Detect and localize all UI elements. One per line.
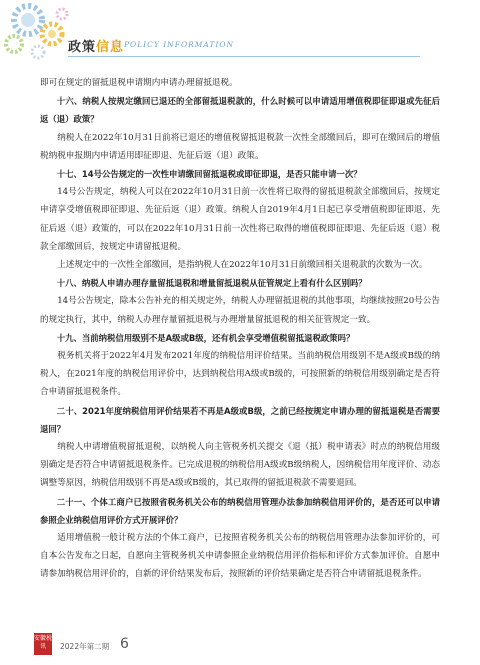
question-heading: 十八、纳税人申请办理存量留抵退税和增量留抵退税从征管规定上看有什么区别吗？	[56, 278, 367, 289]
paragraph: 上述规定中的一次性全部缴回，是指纳税人在2022年10月31日前缴回相关退税款的次数为一次。	[57, 260, 428, 271]
section-title	[68, 36, 124, 55]
paragraph: 纳税人在2022年10月31日前将已退还的增值税留抵退税款一次性全部缴回后，即可在缴回后的增值税纳税申报期内申请适用即征即退、先征后返（退）政策。	[40, 132, 440, 161]
page-footer	[34, 633, 234, 655]
paragraph: 适用增值税一般计税方法的个体工商户，已按照省税务机关公布的纳税信用管理办法参加评价的，可自本公告发布之日起，自愿向主管税务机关申请参照企业纳税信用评价指标和评价方式参加评价。自愿申请参加纳税信用评价的，自新的评价结果发布后，按照新的评价结果确定是否符合申请留抵退税条件。	[40, 533, 440, 580]
question-heading: 十九、当前纳税信用级别不是A级或B级，还有机会享受增值税留抵退税政策吗？	[56, 332, 355, 343]
question-heading: 十七、14号公告规定的一次性申请缴回留抵退税或即征即退，是否只能申请一次？	[56, 169, 362, 180]
paragraph: 14号公告规定，除本公告补充的相关规定外，纳税人办理留抵退税的其他事项，均继续按照20号公告的规定执行，其中，纳税人办理存量留抵退税与办理增量留抵退税的相关征管规定一致。	[40, 296, 440, 325]
article-body	[40, 74, 440, 584]
page-number: 6	[120, 636, 129, 652]
paragraph: 14号公告规定，纳税人可以在2022年10月31日前一次性将已取得的留抵退税款全部缴回后，按规定申请享受增值税即征即退、先征后返（退）政策。纳税人自2019年4月1日起已享受增值税即征即退、先征后返（退）政策的，可以在2022年10月31日前一次性将已取得的增值税即征即退、先征后返（退）税款全部缴回后，按规定申请留抵退税。	[40, 187, 440, 252]
paragraph: 税务机关将于2022年4月发布2021年度的纳税信用评价结果。当前纳税信用级别不是A级或B级的纳税人，在2021年度的纳税信用评价中，达到纳税信用A级或B级的，可按照新的纳税信用级别确定是否符合申请留抵退税条件。	[40, 351, 440, 398]
magazine-tag: 安徽税讯	[34, 633, 52, 655]
section-title-main: 政策	[68, 40, 97, 55]
question-heading: 二十、2021年度纳税信用评价结果若不再是A级或B级，之前已经按规定申请办理的留抵退税是否需要退回？	[40, 405, 440, 434]
question-heading: 二十一、个体工商户已按照省税务机关公布的纳税信用管理办法参加纳税信用评价的，是否还可以申请参照企业纳税信用评价方式开展评价？	[40, 496, 440, 525]
issue-label: 2022年第二期	[60, 642, 110, 651]
section-title-accent: 信息	[96, 40, 125, 55]
page-header	[0, 0, 480, 62]
section-subtitle: POLICY INFORMATION	[124, 40, 235, 49]
paragraph: 即可在规定的留抵退税申请期内申请办理留抵退税。	[40, 78, 238, 88]
paragraph: 纳税人申请增值税留抵退税，以纳税人向主管税务机关提交《退（抵）税申请表》时点的纳税信用级别确定是否符合申请留抵退税条件。已完成退税的纳税信用A级或B级纳税人，因纳税信用年度评价、动态调整等原因，纳税信用级别不再是A级或B级的，其已取得的留抵退税款不需要退回。	[40, 442, 440, 489]
header-divider	[68, 56, 420, 57]
question-heading: 十六、纳税人按规定缴回已退还的全部留抵退税款的，什么时候可以申请适用增值税即征即退或先征后返（退）政策？	[40, 96, 440, 125]
